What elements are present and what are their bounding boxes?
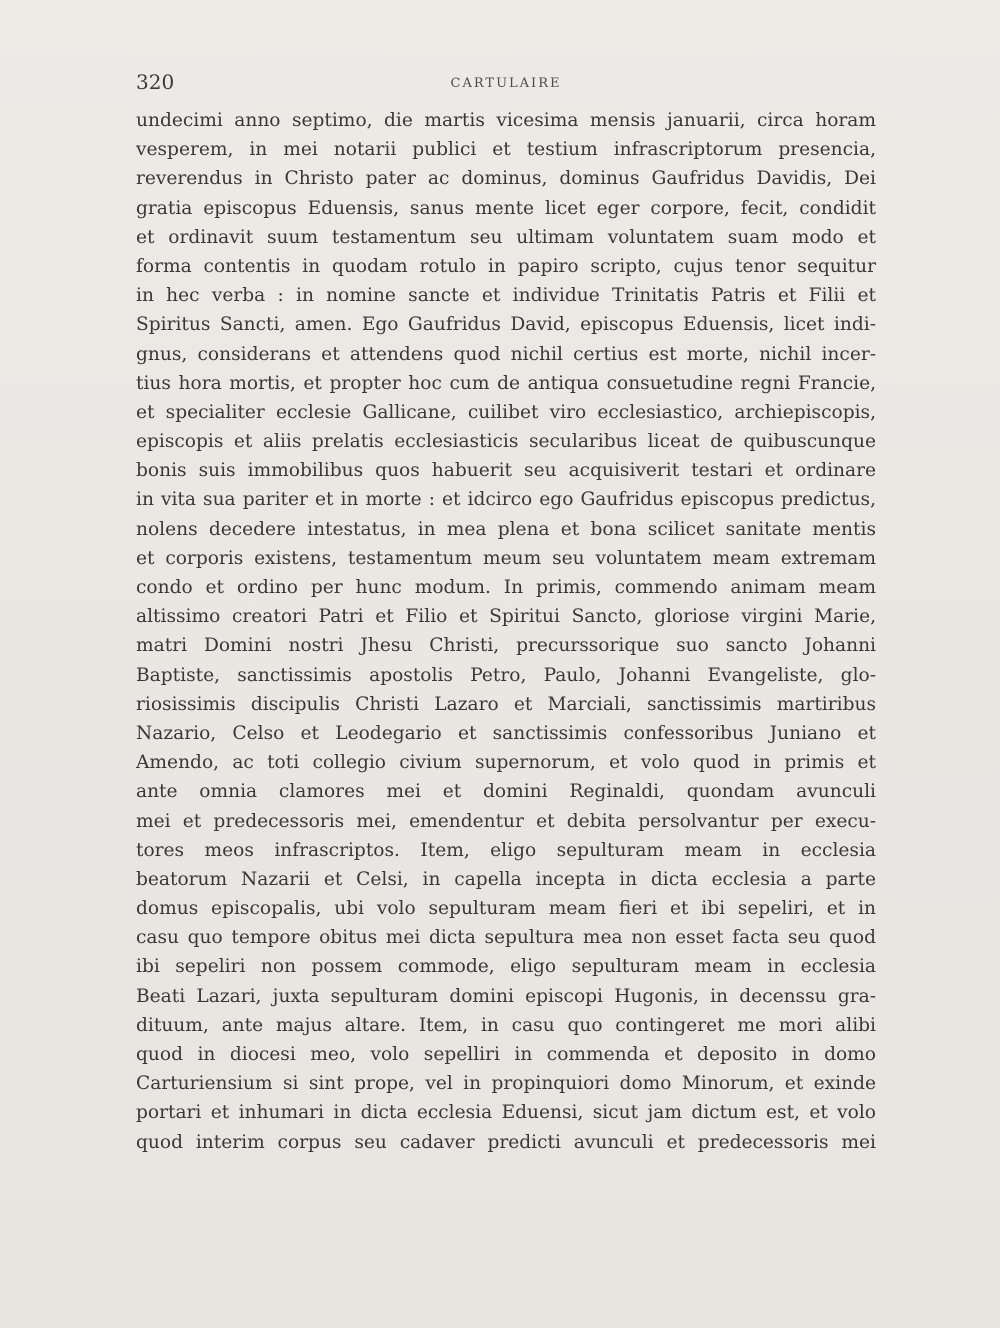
text-line: et corporis existens, testamentum meum seu voluntatem meam extremam — [136, 547, 876, 569]
text-line: mei et predecessoris mei, emendentur et debita persolvantur per execu- — [136, 810, 876, 832]
text-line: undecimi anno septimo, die martis vicesima mensis januarii, circa horam — [136, 110, 876, 131]
text-line: gratia episcopus Eduensis, sanus mente licet eger corpore, fecit, condidit — [136, 197, 876, 219]
text-line: matri Domini nostri Jhesu Christi, precurssorique suo sancto Johanni — [136, 635, 876, 657]
text-line: Spiritus Sancti, amen. Ego Gaufridus David, episcopus Eduensis, licet indi- — [136, 314, 876, 336]
text-line: beatorum Nazarii et Celsi, in capella incepta in dicta ecclesia a parte — [136, 868, 876, 890]
text-line: reverendus in Christo pater ac dominus, dominus Gaufridus Davidis, Dei — [136, 168, 876, 190]
page-header — [136, 70, 876, 94]
text-line: et specialiter ecclesie Gallicane, cuilibet viro ecclesiastico, archiepiscopis, — [136, 401, 876, 423]
text-line: dituum, ante majus altare. Item, in casu quo contingeret me mori alibi — [136, 1014, 876, 1036]
text-line: et ordinavit suum testamentum seu ultimam voluntatem suam modo et — [136, 226, 876, 248]
text-line: Baptiste, sanctissimis apostolis Petro, Paulo, Johanni Evangeliste, glo- — [136, 664, 876, 686]
text-line: ante omnia clamores mei et domini Reginaldi, quondam avunculi — [136, 781, 876, 803]
text-line: Carturiensium si sint prope, vel in propinquiori domo Minorum, et exinde — [136, 1073, 876, 1095]
text-line: in vita sua pariter et in morte : et idcirco ego Gaufridus episcopus predictus, — [136, 489, 876, 511]
text-line: bonis suis immobilibus quos habuerit seu acquisiverit testari et ordinare — [136, 460, 876, 482]
text-line: in hec verba : in nomine sancte et individue Trinitatis Patris et Filii et — [136, 285, 876, 307]
text-line: condo et ordino per hunc modum. In primis, commendo animam meam — [136, 577, 876, 598]
text-line: casu quo tempore obitus mei dicta sepultura mea non esset facta seu quod — [136, 927, 876, 949]
text-line: tius hora mortis, et propter hoc cum de antiqua consuetudine regni Francie, — [136, 372, 876, 394]
text-line: altissimo creatori Patri et Filio et Spiritui Sancto, gloriose virgini Marie, — [136, 606, 876, 628]
text-line: Nazario, Celso et Leodegario et sanctissimis confessoribus Juniano et — [136, 722, 876, 744]
text-line: forma contentis in quodam rotulo in papiro scripto, cujus tenor sequitur — [136, 255, 876, 277]
text-line: Beati Lazari, juxta sepulturam domini episcopi Hugonis, in decenssu gra- — [136, 985, 876, 1007]
text-line: domus episcopalis, ubi volo sepulturam meam fieri et ibi sepeliri, et in — [136, 898, 876, 920]
text-line: gnus, considerans et attendens quod nichil certius est morte, nichil incer- — [136, 343, 876, 365]
text-line: portari et inhumari in dicta ecclesia Eduensi, sicut jam dictum est, et volo — [136, 1102, 876, 1124]
text-line: quod interim corpus seu cadaver predicti avunculi et predecessoris mei — [136, 1131, 876, 1153]
text-line: ibi sepeliri non possem commode, eligo sepulturam meam in ecclesia — [136, 956, 876, 978]
body-text — [136, 106, 876, 1157]
text-line: vesperem, in mei notarii publici et testium infrascriptorum presencia, — [136, 139, 876, 161]
text-line: quod in diocesi meo, volo sepelliri in commenda et deposito in domo — [136, 1044, 876, 1065]
text-line: nolens decedere intestatus, in mea plena et bona scilicet sanitate mentis — [136, 518, 876, 540]
running-head: CARTULAIRE — [450, 76, 562, 91]
text-line: tores meos infrascriptos. Item, eligo sepulturam meam in ecclesia — [136, 839, 876, 861]
text-line: episcopis et aliis prelatis ecclesiasticis secularibus liceat de quibuscunque — [136, 431, 876, 453]
page-number: 320 — [136, 70, 175, 94]
text-line: Amendo, ac toti collegio civium supernorum, et volo quod in primis et — [136, 752, 876, 774]
text-line: riosissimis discipulis Christi Lazaro et Marciali, sanctissimis martiribus — [136, 693, 876, 715]
